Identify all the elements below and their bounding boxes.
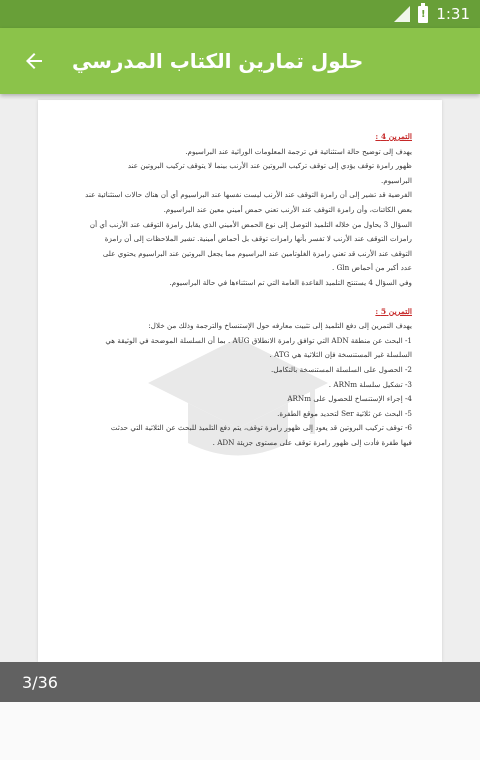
section-heading: التمرين 4 : <box>375 132 412 141</box>
text-line: فيها طفرة فأدت إلى ظهور رامزة توقف على مستوى جزيئة ADN . <box>212 437 412 447</box>
text-line: التوقف عند الأرنب قد تعني رامزة الغلوتامين عند البراسيوم مما يجعل البروتين عند البراسيوم يحتوي على <box>102 248 412 258</box>
pager-bar <box>0 662 480 702</box>
text-line: 2- الحصول على السلسلة المستنسخة بالتكامل. <box>271 364 412 374</box>
document-viewer[interactable] <box>0 94 480 662</box>
text-line: السلسلة غير المستنسخة فإن الثلاثية هي ATG . <box>269 350 412 360</box>
text-line: الفرضية قد تشير إلى أن رامزة التوقف عند الأرنب ليست نفسها عند البراسيوم أي أن هناك حالات استثنائية عند <box>85 190 412 200</box>
text-line: يهدف إلى توضيح حالة استثنائية في ترجمة المعلومات الوراثية عند البراسيوم. <box>185 146 412 156</box>
text-line: بعض الكائنات، وأن رامزة التوقف عند الأرنب تعني حمض أميني معين عند البراسيوم. <box>163 204 412 214</box>
status-time: 1:31 <box>436 5 470 23</box>
signal-icon <box>394 6 410 22</box>
text-line: يهدف التمرين إلى دفع التلميذ إلى تثبيت معارفه حول الإستنساخ والترجمة وذلك من خلال: <box>148 321 412 331</box>
status-bar <box>0 0 480 28</box>
text-line: 1- البحث عن منطقة ADN التي توافق رامزة الانطلاق AUG . بما أن السلسلة الموضحة في الوثيقة هي <box>105 335 412 345</box>
back-button[interactable] <box>0 28 68 94</box>
text-line: وفي السؤال 4 يستنتج التلميذ القاعدة العامة التي تم استثناءها في حالة البراسيوم. <box>169 277 412 287</box>
text-line: 5- البحث عن ثلاثية Ser لتحديد موقع الطفرة. <box>277 408 412 418</box>
arrow-left-icon <box>22 49 46 73</box>
bottom-area <box>0 702 480 760</box>
text-line: السؤال 3 يحاول من خلاله التلميذ التوصل إلى نوع الحمض الأميني الذي يقابل رامزة التوقف عند الأرنب أي أن <box>89 219 412 229</box>
text-line: 3- تشكيل سلسلة ARNm . <box>328 379 412 389</box>
text-line: عدد أكبر من أحماض Gln . <box>331 263 412 273</box>
text-line: ظهور رامزة توقف يؤدي إلى توقف تركيب البروتين عند الأرنب بينما لا يتوقف تركيب البروتين عند <box>127 161 412 171</box>
document-page[interactable] <box>38 100 442 662</box>
paragraph-gap <box>68 291 412 305</box>
text-line: البراسيوم. <box>381 175 412 185</box>
app-bar <box>0 28 480 94</box>
section-heading: التمرين 5 : <box>375 306 412 316</box>
app-title: حلول تمارين الكتاب المدرسي <box>72 49 364 73</box>
battery-icon: ! <box>418 6 428 23</box>
text-line: 4- إجراء الإستنساخ للحصول على ARNm <box>287 394 412 404</box>
document-text <box>68 130 412 450</box>
page-indicator: 3/36 <box>22 672 58 692</box>
text-line: 6- توقف تركيب البروتين قد يعود إلى ظهور رامزة توقف، يتم دفع التلميذ للبحث عن الثلاثية التي حدثت <box>110 423 412 433</box>
text-line: رامزات التوقف عند الأرنب لا تفسر بأنها رامزات توقف بل أحماض أمينية. تشير الملاحظات إلى أن رامزة <box>104 234 412 244</box>
